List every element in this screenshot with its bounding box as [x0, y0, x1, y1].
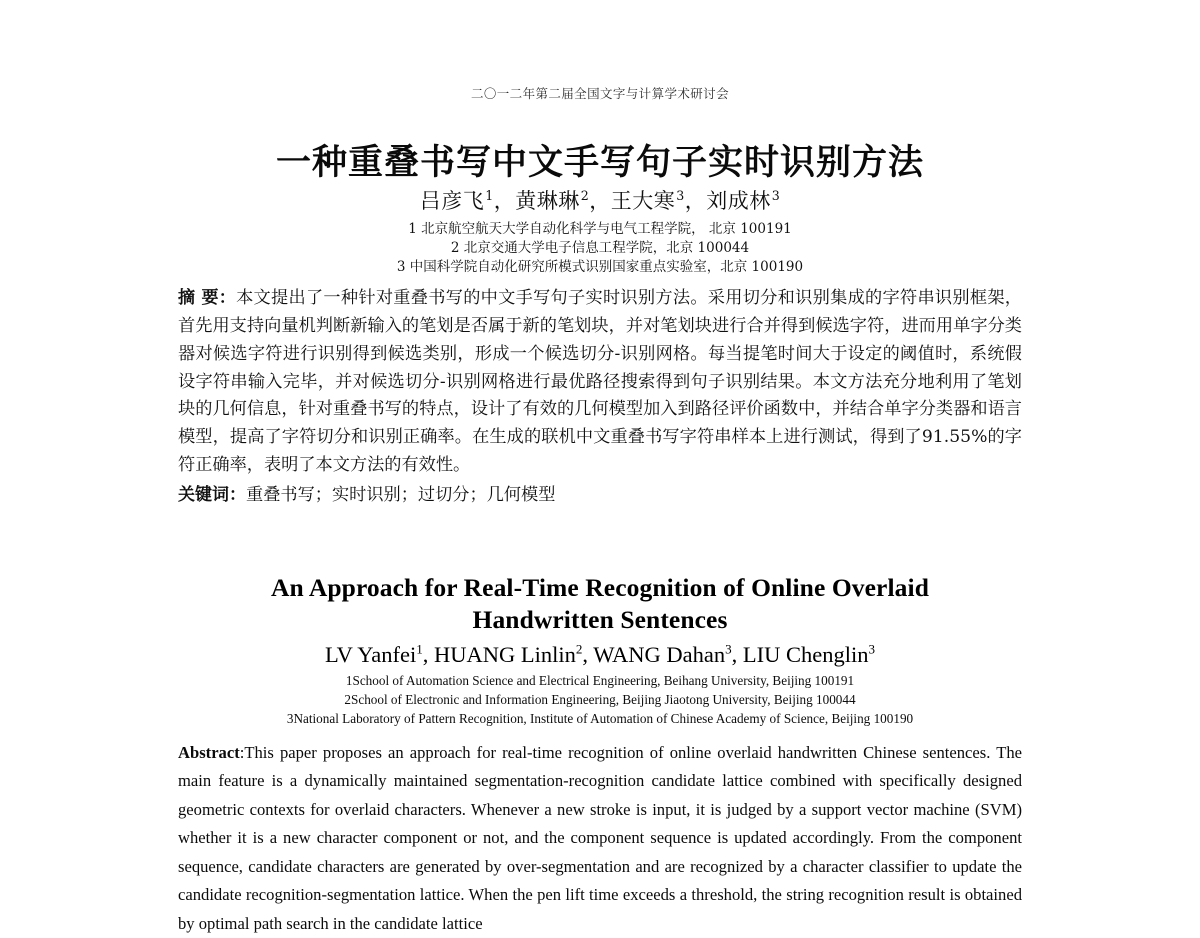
- author-separator: ，: [589, 189, 611, 214]
- chinese-abstract-label: 摘 要：: [178, 288, 237, 309]
- english-affiliation-2: 2School of Electronic and Information Engineering, Beijing Jiaotong University, Beijing 100044: [344, 692, 856, 708]
- english-affiliation-1: 1School of Automation Science and Electrical Engineering, Beihang University, Beijing 100191: [345, 673, 855, 689]
- english-title-line-2: Handwritten Sentences: [472, 605, 728, 635]
- english-abstract-text: :This paper proposes an approach for real-time recognition of online overlaid handwritten Chinese sentences. The main feature is a dynamically maintained segmentation-recognition candidate lattice combined with specifically designed geometric contexts for overlaid characters. Whenever a new stroke is input, it is judged by a support vector machine (SVM) whether it is a new character component or not, and the component sequence is updated accordingly. From the component sequence, candidate characters are generated by over-segmentation and are recognized by a character classifier to update the candidate recognition-segmentation lattice. When the pen lift time exceeds a threshold, the string recognition result is obtained by optimal path search in the candidate lattice: [178, 742, 1022, 933]
- author-separator: ,: [731, 642, 743, 668]
- author-separator: ,: [422, 642, 435, 668]
- author-separator: ，: [684, 189, 707, 214]
- english-affiliations: [178, 672, 1022, 729]
- english-author: HUANG Linlin$^2$: [434, 641, 583, 668]
- chinese-abstract-text: 本文提出了一种针对重叠书写的中文手写句子实时识别方法。采用切分和识别集成的字符串识别框架，首先用支持向量机判断新输入的笔划是否属于新的笔划块，并对笔划块进行合并得到候选字符，进而用单字分类器对候选字符进行识别得到候选类别，形成一个候选切分-识别网格。每当提笔时间大于设定的阈值时，系统假设字符串输入完毕，并对候选切分-识别网格进行最优路径搜索得到句子识别结果。本文方法充分地利用了笔划块的几何信息，针对重叠书写的特点，设计了有效的几何模型加入到路径评价函数中，并结合单字分类器和语言模型，提高了字符切分和识别正确率。在生成的联机中文重叠书写字符串样本上进行测试，得到了91.55%的字符正确率，表明了本文方法的有效性。: [178, 288, 1022, 476]
- chinese-authors: [178, 188, 1022, 214]
- running-header: 二〇一二年第二届全国文字与计算学术研讨会: [470, 86, 729, 101]
- chinese-author: 黄琳琳$^2$: [515, 188, 590, 214]
- author-separator: ，: [493, 189, 516, 214]
- english-authors: [178, 641, 1022, 668]
- chinese-author: 王大寒$^3$: [610, 188, 685, 214]
- chinese-affiliation-2: 2 北京交通大学电子信息工程学院，北京 100044: [450, 239, 750, 256]
- author-affiliation-marker: 3: [868, 641, 876, 657]
- english-title: [178, 572, 1022, 636]
- author-affiliation-marker: 2: [580, 188, 590, 204]
- english-title-line-1: An Approach for Real-Time Recognition of Online Overlaid: [271, 572, 929, 602]
- chinese-author: 吕彦飞$^1$: [419, 188, 494, 214]
- chinese-affiliation-1: 1 北京航空航天大学自动化科学与电气工程学院， 北京 100191: [408, 220, 792, 237]
- english-author: LIU Chenglin$^3$: [742, 641, 876, 668]
- author-affiliation-marker: 2: [575, 641, 583, 657]
- chinese-title: 一种重叠书写中文手写句子实时识别方法: [275, 143, 924, 183]
- author-affiliation-marker: 3: [725, 641, 732, 657]
- english-abstract-label: Abstract: [178, 742, 240, 762]
- author-affiliation-marker: 3: [676, 188, 685, 204]
- chinese-keywords-text: 重叠书写；实时识别；过切分；几何模型: [246, 485, 556, 506]
- chinese-keywords: [178, 482, 1022, 510]
- chinese-affiliations: [178, 220, 1022, 277]
- english-author: WANG Dahan$^3$: [593, 641, 732, 668]
- chinese-affiliation-3: 3 中国科学院自动化研究所模式识别国家重点实验室，北京 100190: [396, 258, 804, 275]
- author-affiliation-marker: 3: [771, 188, 781, 204]
- english-affiliation-3: 3National Laboratory of Pattern Recognition, Institute of Automation of Chinese Academy of Science, Beijing 100190: [286, 710, 914, 726]
- chinese-keywords-label: 关键词：: [178, 485, 246, 506]
- author-separator: ,: [582, 642, 594, 668]
- chinese-author: 刘成林$^3$: [706, 188, 781, 214]
- english-author: LV Yanfei$^1$: [324, 641, 423, 668]
- english-abstract: [178, 739, 1022, 938]
- author-affiliation-marker: 1: [416, 641, 423, 657]
- author-affiliation-marker: 1: [485, 188, 494, 204]
- chinese-abstract: [178, 285, 1022, 480]
